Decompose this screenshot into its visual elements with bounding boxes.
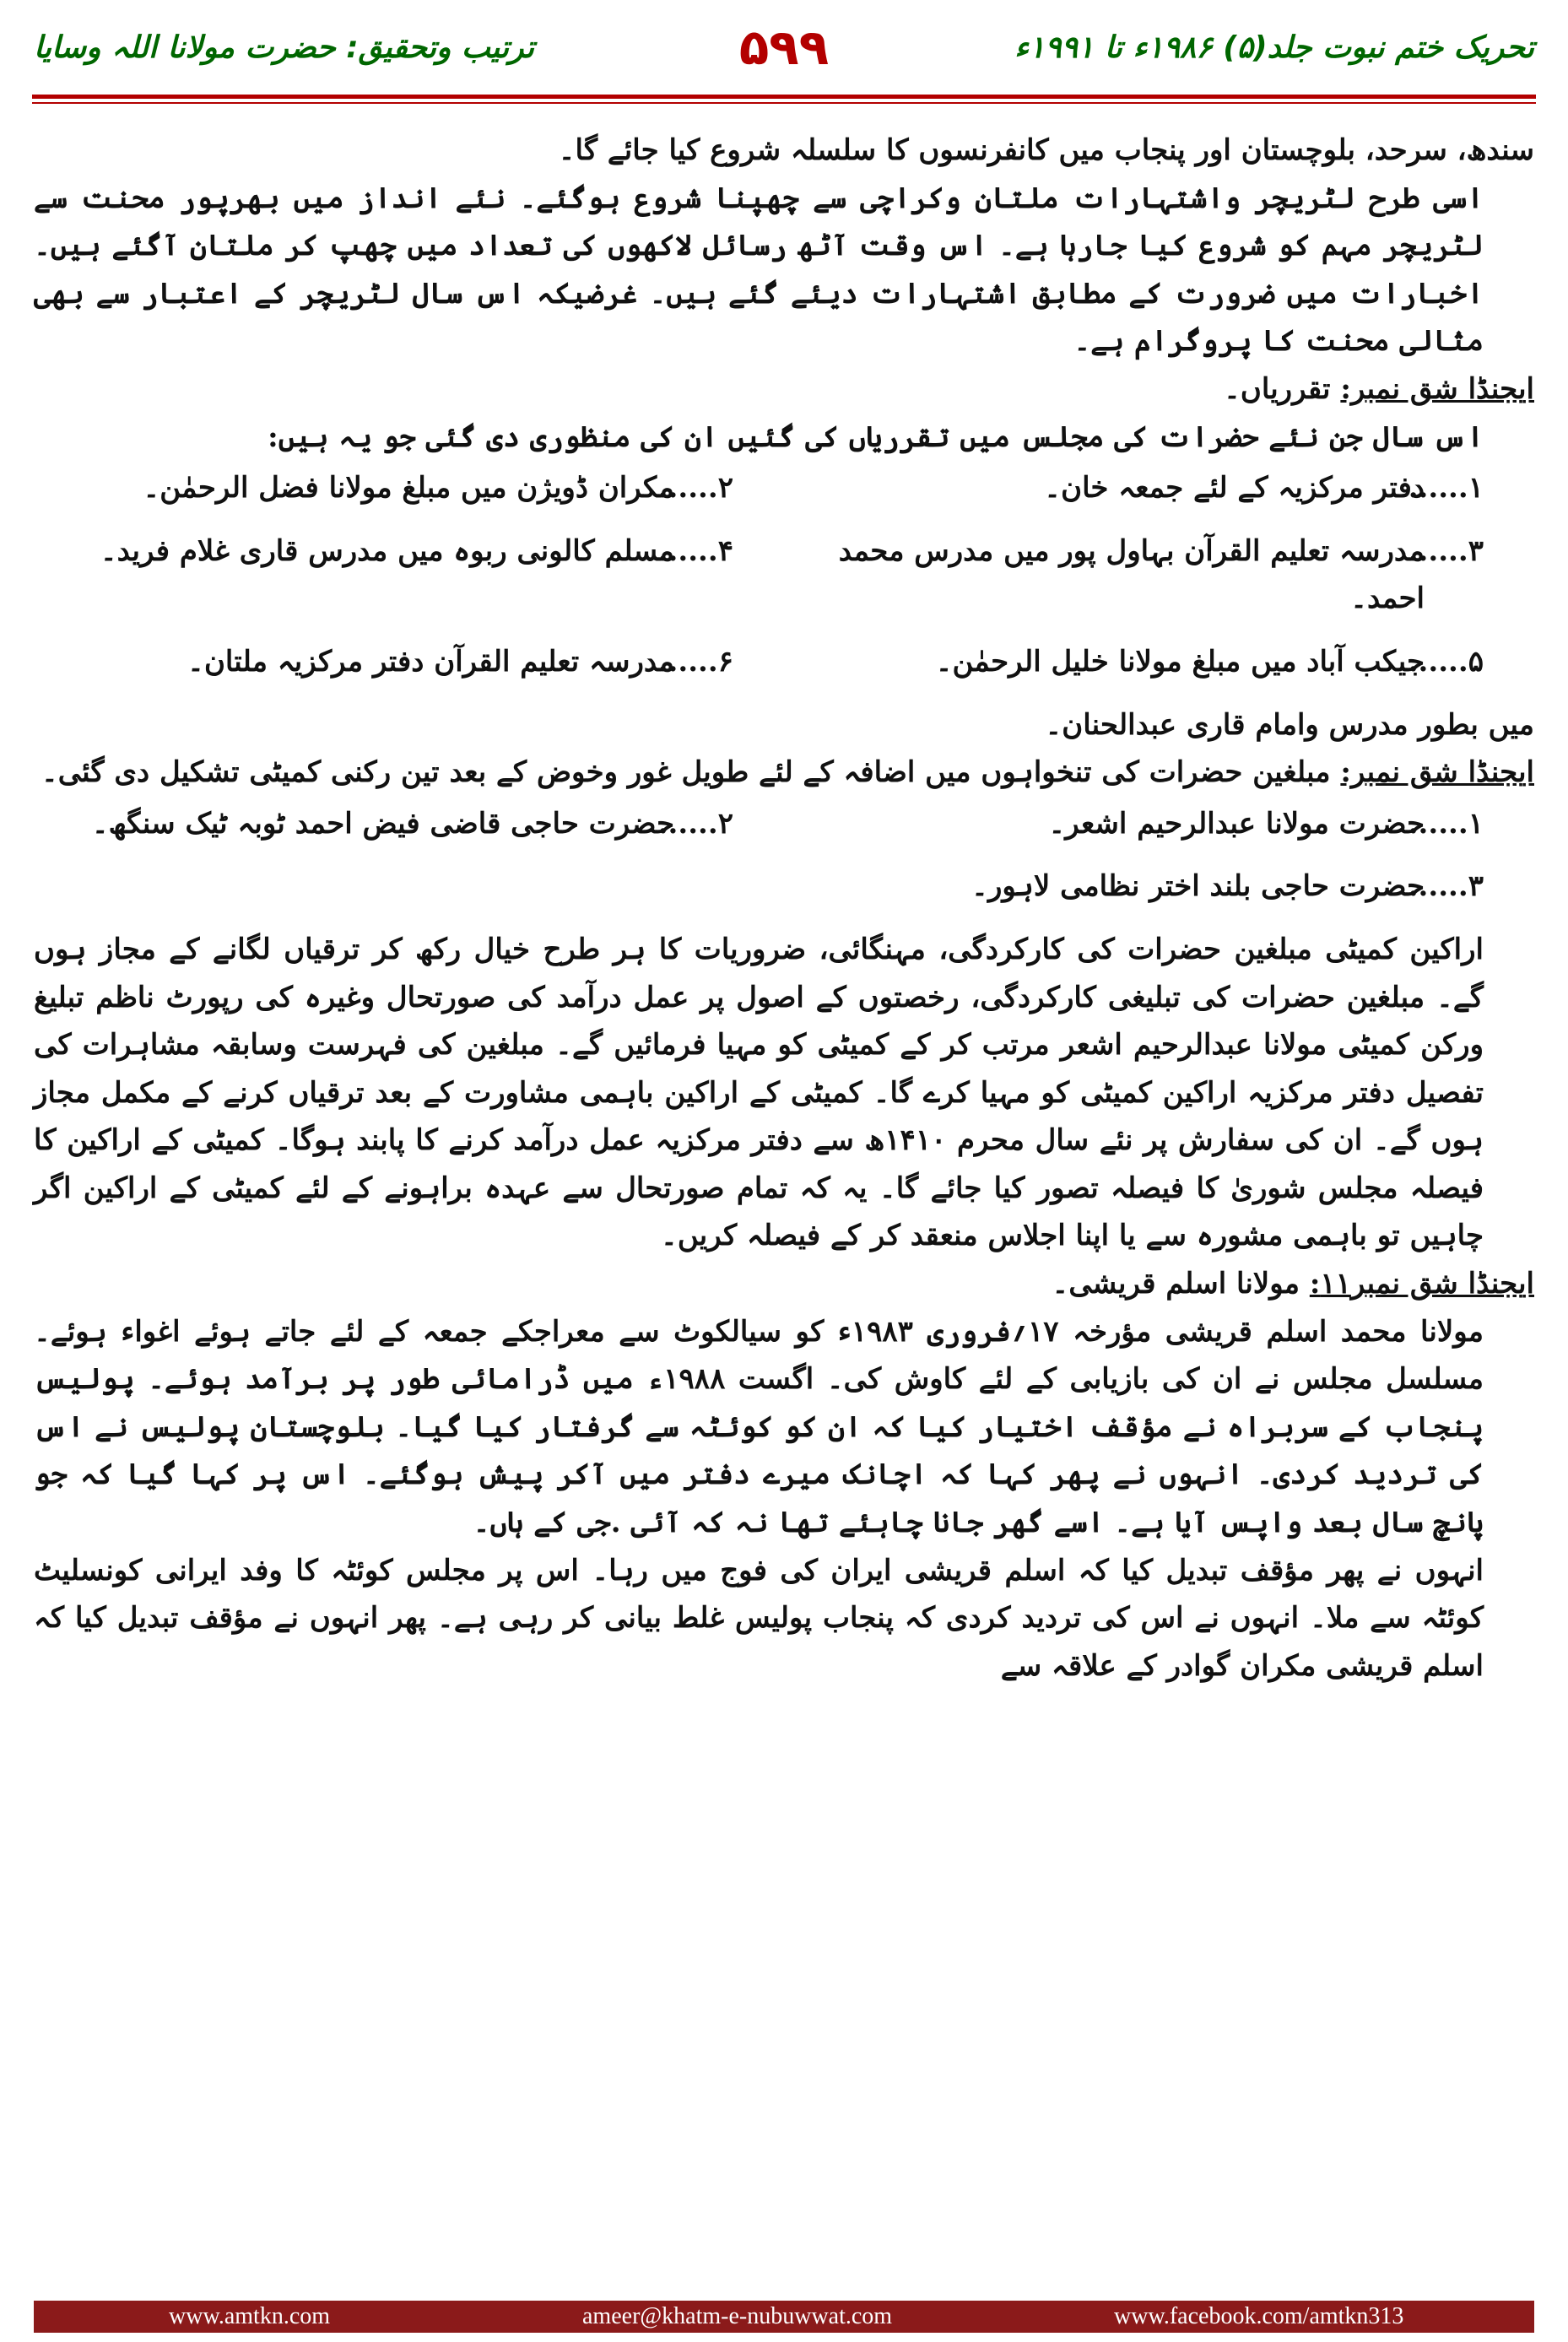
paragraph-5: اراکین کمیٹی مبلغین حضرات کی کارکردگی، مہنگائی، ضروریات کا ہر طرح خیال رکھ کر ترقیاں لگانے کے مجاز ہوں گے۔ مبلغین حضرات کی تبلیغی کارکردگی، رخصتوں کے اصول پر عمل درآمد کی صورتحال وغیرہ کی رپورٹ ناظم تبلیغ ورکن کمیٹی مولانا عبدالرحیم اشعر مرتب کر کے کمیٹی کو مہیا فرمائیں گے۔ مبلغین کی فہرست وسابقہ مشاہرات کی تفصیل دفتر مرکزیہ اراکین کمیٹی کو مہیا کرے گا۔ کمیٹی کے اراکین باہمی مشاورت کے بعد ترقیاں کرنے کے مکمل مجاز ہوں گے۔ ان کی سفارش پر نئے سال محرم ۱۴۱۰ھ سے دفتر مرکزیہ عمل درآمد کرنے کا پابند ہوگا۔ کمیٹی کے اراکین کا فیصلہ مجلس شوریٰ کا فیصلہ تصور کیا جائے گا۔ یہ کہ تمام صورتحال سے عہدہ براہونے کے لئے کمیٹی کے اراکین اگر چاہیں تو باہمی مشورہ سے یا اپنا اجلاس منعقد کر کے فیصلہ کریں۔ bbox=[34, 932, 1484, 1253]
page-number: ۵۹۹ bbox=[738, 19, 830, 76]
paragraph-6: مولانا محمد اسلم قریشی مؤرخہ ۱۷؍فروری ۱۹۸۳ء کو سیالکوٹ سے معراجکے جمعہ کے لئے جاتے ہوئے اغواء ہوئے۔ مسلسل مجلس نے ان کی بازیابی کے لئے کاوش کی۔ اگست ۱۹۸۸ء میں ڈرامائی طور پر برآمد ہوئے۔ پولیس پنجاب کے سربراہ نے مؤقف اختیار کیا کہ ان کو کوئٹہ سے گرفتار کیا گیا۔ بلوچستان پولیس نے اس کی تردید کردی۔ انہوں نے پھر کہا کہ اچانک میرے دفتر میں آکر پیش ہوگئے۔ اس پر کہا گیا کہ جو پانچ سال بعد واپس آیا ہے۔ اسے گھر جانا چاہئے تھا نہ کہ آئی .جی کے ہاں۔ bbox=[34, 1314, 1484, 1540]
agenda-label: ایجنڈا شق نمبر: bbox=[1340, 755, 1534, 790]
compiler-credit: ترتیب وتحقیق: حضرت مولانا اللہ وسایا bbox=[34, 30, 535, 65]
page-footer bbox=[34, 2301, 1534, 2333]
list-item: ۱...... حضرت مولانا عبدالرحیم اشعر۔ bbox=[1048, 806, 1484, 841]
agenda-heading-qureshi bbox=[34, 1260, 1534, 1308]
agenda-label: ایجنڈا شق نمبر۱۱: bbox=[1309, 1267, 1534, 1301]
list-item: ۳...... مدرسہ تعلیم القرآن بہاول پور میں مدرس محمد احمد۔ bbox=[838, 533, 1484, 616]
email-link[interactable]: ameer@khatm-e-nubuwwat.com bbox=[582, 2303, 893, 2329]
list-row bbox=[34, 863, 1534, 911]
paragraph-4: میں بطور مدرس وامام قاری عبدالحنان۔ bbox=[1045, 707, 1534, 742]
book-title: تحریک ختم نبوت جلد(۵) ۱۹۸۶ء تا ۱۹۹۱ء bbox=[1014, 30, 1534, 65]
list-item: ۲...... حضرت حاجی قاضی فیض احمد ٹوبہ ٹیک سنگھ۔ bbox=[91, 806, 733, 841]
agenda-label: ایجنڈا شق نمبر: bbox=[1340, 371, 1534, 406]
list-row bbox=[34, 800, 1534, 848]
list-row bbox=[34, 638, 1534, 686]
page-body bbox=[34, 127, 1534, 1690]
facebook-link[interactable]: www.facebook.com/amtkn313 bbox=[1114, 2303, 1404, 2329]
agenda-heading-salaries bbox=[34, 749, 1534, 797]
list-item: ۴...... مسلم کالونی ربوہ میں مدرس قاری غلام فرید۔ bbox=[100, 533, 733, 568]
paragraph-3: اس سال جن نئے حضرات کی مجلس میں تقرریاں کی گئیں ان کی منظوری دی گئی جو یہ ہیں: bbox=[268, 419, 1484, 454]
paragraph-2: اسی طرح لٹریچر واشتہارات ملتان وکراچی سے چھپنا شروع ہوگئے۔ نئے انداز میں بھرپور محنت سے لٹریچر مہم کو شروع کیا جارہا ہے۔ اس وقت آٹھ رسائل لاکھوں کی تعداد میں چھپ کر ملتان آگئے ہیں۔ اخبارات میں ضرورت کے مطابق اشتہارات دیئے گئے ہیں۔ غرضیکہ اس سال لٹریچر کے اعتبار سے بھی مثالی محنت کا پروگرام ہے۔ bbox=[34, 181, 1484, 359]
list-item: ۲...... مکران ڈویژن میں مبلغ مولانا فضل الرحمٰن۔ bbox=[143, 471, 733, 506]
appointments-list bbox=[34, 464, 1534, 685]
list-row bbox=[34, 464, 1534, 512]
agenda-heading-appointments bbox=[34, 365, 1534, 414]
website-link[interactable]: www.amtkn.com bbox=[169, 2303, 331, 2329]
agenda-title: مولانا اسلم قریشی۔ bbox=[1052, 1267, 1300, 1301]
header-rule-thin bbox=[32, 102, 1536, 104]
list-item: ۱...... دفتر مرکزیہ کے لئے جمعہ خان۔ bbox=[1044, 471, 1484, 506]
agenda-title: تقرریاں۔ bbox=[1223, 371, 1331, 406]
paragraph-7: انہوں نے پھر مؤقف تبدیل کیا کہ اسلم قریشی ایران کی فوج میں رہا۔ اس پر مجلس کوئٹہ کا وفد ایرانی کونسلیٹ کوئٹہ سے ملا۔ انہوں نے اس کی تردید کردی کہ پنجاب پولیس غلط بیانی کر رہی ہے۔ پھر انہوں نے مؤقف تبدیل کیا کہ اسلم قریشی مکران گوادر کے علاقہ سے bbox=[34, 1553, 1484, 1683]
list-item: ۳...... حضرت حاجی بلند اختر نظامی لاہور۔ bbox=[971, 869, 1484, 904]
list-item: ۶...... مدرسہ تعلیم القرآن دفتر مرکزیہ ملتان۔ bbox=[187, 644, 733, 679]
agenda-title: مبلغین حضرات کی تنخواہوں میں اضافہ کے لئے طویل غور وخوض کے بعد تین رکنی کمیٹی تشکیل دی گئی۔ bbox=[41, 755, 1331, 790]
list-row bbox=[34, 527, 1534, 623]
committee-list bbox=[34, 800, 1534, 911]
header-rule-thick bbox=[32, 95, 1536, 99]
page-header bbox=[0, 0, 1568, 101]
list-item: ۵...... جیکب آباد میں مبلغ مولانا خلیل الرحمٰن۔ bbox=[935, 644, 1484, 679]
paragraph-1: سندھ، سرحد، بلوچستان اور پنجاب میں کانفرنسوں کا سلسلہ شروع کیا جائے گا۔ bbox=[558, 133, 1534, 167]
